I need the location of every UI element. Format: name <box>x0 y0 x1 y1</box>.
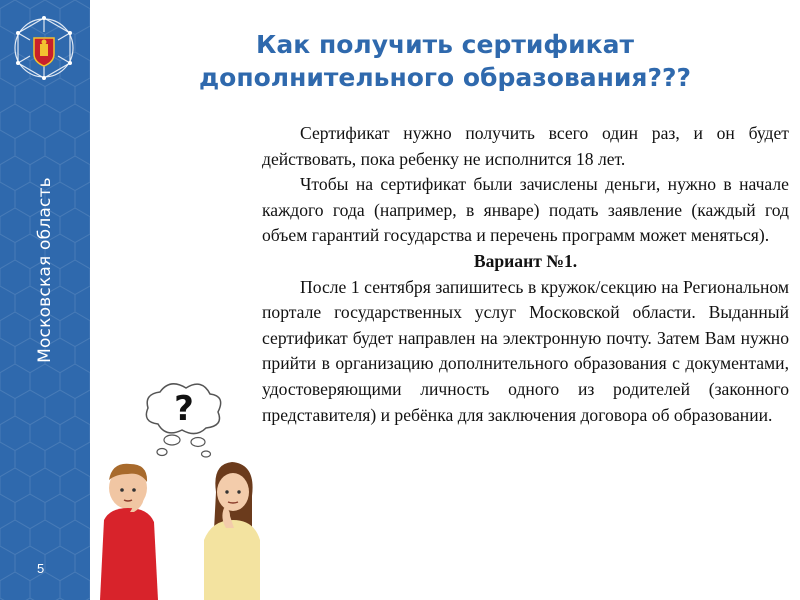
thought-bubble <box>146 384 220 457</box>
girl-figure <box>204 462 260 600</box>
slide-title <box>120 28 770 94</box>
page-number: 5 <box>37 561 45 576</box>
paragraph-funds: Чтобы на сертификат были зачислены деньги, нужно в начале каждого года (например, в январе) подать заявление (каждый год объем гарантий государства и перечень программ может меняться). <box>262 174 789 246</box>
variant-heading: Вариант №1. <box>473 250 578 271</box>
boy-figure <box>100 464 158 600</box>
paragraph-variant-1: После 1 сентября запишитесь в кружок/секцию на Региональном портале государственных услуг Московской области. Выданный сертификат будет направлен на электронную почту. Затем Вам нужно прийти в организацию дополнительного образования с документами, удостоверяющими личность одного из родителей (законного представителя) и ребёнка для заключения договора об образовании. <box>262 276 789 425</box>
title-line-1: Как получить сертификат <box>255 30 635 59</box>
title-line-2: дополнительного образования??? <box>198 63 691 92</box>
thinking-children-icon <box>100 380 260 600</box>
moscow-region-emblem-icon <box>8 12 80 84</box>
slide-body <box>262 121 789 428</box>
paragraph-certificate: Сертификат нужно получить всего один раз, и он будет действовать, пока ребенку не исполнится 18 лет. <box>262 123 789 169</box>
region-label: Московская область <box>35 177 55 363</box>
question-mark: ? <box>174 389 194 429</box>
sidebar <box>0 0 90 600</box>
